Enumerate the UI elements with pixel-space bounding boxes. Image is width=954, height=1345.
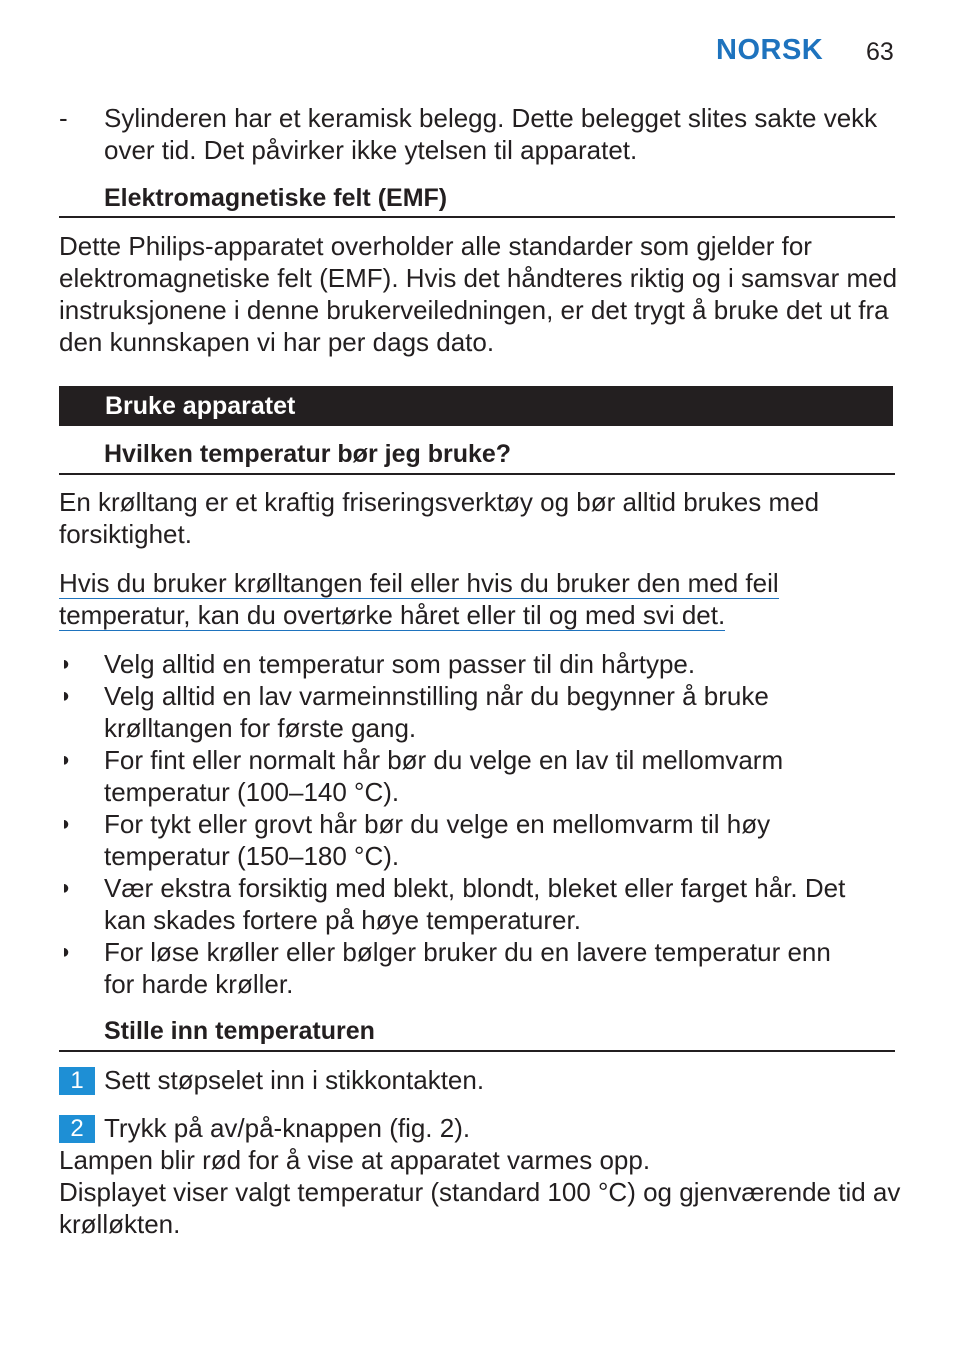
language-label: NORSK bbox=[716, 34, 824, 66]
step-number-badge: 2 bbox=[59, 1115, 95, 1143]
bullet-marker: ◗ bbox=[60, 813, 73, 835]
bullet-text: temperatur (150–180 °C). bbox=[104, 841, 400, 871]
step-number-badge: 1 bbox=[59, 1067, 95, 1095]
bullet-text: For løse krøller eller bølger bruker du en lavere temperatur enn bbox=[104, 937, 831, 967]
section-bar bbox=[59, 386, 893, 426]
temperature-intro-line: En krølltang er et kraftig friseringsverktøy og bør alltid brukes med bbox=[59, 487, 820, 517]
bullet-text: Vær ekstra forsiktig med blekt, blondt, bleket eller farget hår. Det bbox=[104, 873, 846, 903]
bullet-marker: ◗ bbox=[60, 877, 73, 899]
bullet-text: For tykt eller grovt hår bør du velge en mellomvarm til høy bbox=[104, 809, 771, 839]
bullet-marker: ◗ bbox=[60, 749, 73, 771]
heading-rule bbox=[59, 1050, 895, 1052]
emf-heading: Elektromagnetiske felt (EMF) bbox=[104, 184, 448, 212]
heading-rule bbox=[59, 216, 895, 218]
temperature-heading: Hvilken temperatur bør jeg bruke? bbox=[104, 440, 512, 468]
setting-heading: Stille inn temperaturen bbox=[104, 1017, 375, 1045]
bullet-text: Velg alltid en temperatur som passer til din hårtype. bbox=[104, 649, 696, 679]
heading-rule bbox=[59, 473, 895, 475]
bullet-marker: ◗ bbox=[60, 685, 73, 707]
note-line: Lampen blir rød for å vise at apparatet varmes opp. bbox=[59, 1145, 651, 1175]
bullet-text: for harde krøller. bbox=[104, 969, 294, 999]
step-text: Sett støpselet inn i stikkontakten. bbox=[104, 1065, 485, 1095]
emf-text-line: instruksjonene i denne brukerveiledningen, er det trygt å bruke det ut fra bbox=[59, 295, 889, 325]
bullet-marker: ◗ bbox=[60, 941, 73, 963]
bullet-text: krølltangen for første gang. bbox=[104, 713, 417, 743]
page-number: 63 bbox=[866, 38, 894, 66]
emf-text-line: Dette Philips-apparatet overholder alle standarder som gjelder for bbox=[59, 231, 812, 261]
step-text: Trykk på av/på-knappen (fig. 2). bbox=[104, 1113, 471, 1143]
section-title: Bruke apparatet bbox=[105, 392, 296, 420]
bullet-text: kan skades fortere på høye temperaturer. bbox=[104, 905, 581, 935]
bullet-marker: ◗ bbox=[60, 653, 73, 675]
warning-link[interactable]: Hvis du bruker krølltangen feil eller hvis du bruker den med feil bbox=[59, 568, 779, 598]
note-line: Displayet viser valgt temperatur (standard 100 °C) og gjenværende tid av bbox=[59, 1177, 901, 1207]
bullet-text: Velg alltid en lav varmeinnstilling når du begynner å bruke bbox=[104, 681, 769, 711]
emf-text-line: elektromagnetiske felt (EMF). Hvis det håndteres riktig og i samsvar med bbox=[59, 263, 898, 293]
bullet-text: temperatur (100–140 °C). bbox=[104, 777, 400, 807]
dash-marker: - bbox=[59, 103, 68, 133]
temperature-intro-line: forsiktighet. bbox=[59, 519, 192, 549]
bullet-text: For fint eller normalt hår bør du velge en lav til mellomvarm bbox=[104, 745, 784, 775]
warning-link[interactable]: temperatur, kan du overtørke håret eller til og med svi det. bbox=[59, 600, 726, 630]
note-line: krølløkten. bbox=[59, 1209, 181, 1239]
intro-line: over tid. Det påvirker ikke ytelsen til apparatet. bbox=[104, 135, 638, 165]
intro-line: Sylinderen har et keramisk belegg. Dette belegget slites sakte vekk bbox=[104, 103, 878, 133]
emf-text-line: den kunnskapen vi har per dags dato. bbox=[59, 327, 495, 357]
